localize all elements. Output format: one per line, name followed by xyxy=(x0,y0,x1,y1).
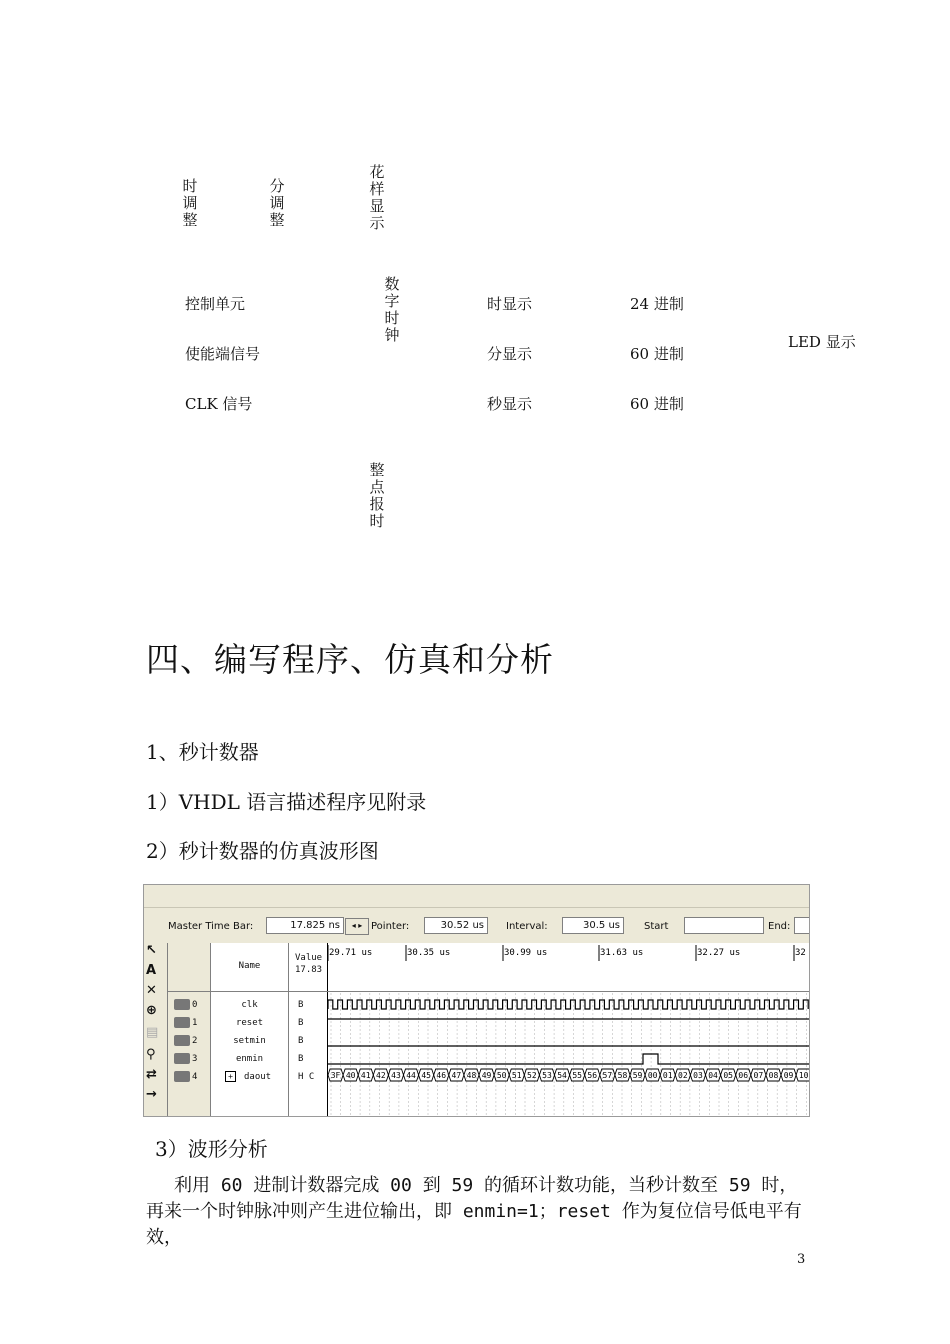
label-enable-signal: 使能端信号 xyxy=(185,345,261,363)
signal-id: 0 xyxy=(192,1000,198,1010)
master-time-bar-field[interactable]: 17.825 ns xyxy=(266,917,344,934)
signal-type-icon xyxy=(174,1035,190,1046)
daout-value-label: 53 xyxy=(542,1071,552,1080)
item-waveform-analysis: 3）波形分析 xyxy=(155,1137,268,1161)
signal-value: B xyxy=(298,1000,304,1010)
daout-value-label: 01 xyxy=(662,1071,673,1080)
waveform-edit-icon[interactable]: ✕ xyxy=(146,983,157,998)
clk-waveform xyxy=(328,1000,808,1009)
signal-name: enmin xyxy=(235,1054,264,1064)
daout-value-label: 56 xyxy=(587,1071,598,1080)
section-heading: 四、编写程序、仿真和分析 xyxy=(146,640,554,679)
daout-value-label: 42 xyxy=(376,1071,386,1080)
signal-name: reset xyxy=(235,1018,264,1028)
daout-value-label: 40 xyxy=(345,1071,356,1080)
signal-value: B xyxy=(298,1018,304,1028)
pointer-label: Pointer: xyxy=(371,921,410,932)
find-icon[interactable]: ⚲ xyxy=(146,1047,156,1062)
waveform-grid xyxy=(167,943,810,1116)
time-tick-label: 29.71 us xyxy=(329,948,373,958)
signal-type-icon xyxy=(174,1017,190,1028)
end-label: End: xyxy=(768,921,791,932)
start-field[interactable] xyxy=(684,917,764,934)
label-control-unit: 控制单元 xyxy=(185,295,246,313)
daout-value-label: 45 xyxy=(421,1071,431,1080)
daout-value-label: 52 xyxy=(527,1071,537,1080)
waveform-display[interactable] xyxy=(328,943,810,1116)
daout-value-label: 46 xyxy=(436,1071,447,1080)
signal-value: H C xyxy=(298,1072,315,1082)
label-led-display: LED 显示 xyxy=(788,333,856,351)
daout-value-label: 41 xyxy=(360,1071,371,1080)
daout-value-label: 43 xyxy=(391,1071,401,1080)
signal-id: 3 xyxy=(192,1054,198,1064)
daout-value-label: 50 xyxy=(496,1071,507,1080)
daout-value-label: 03 xyxy=(693,1071,703,1080)
daout-value-label: 07 xyxy=(753,1071,764,1080)
tool-palette xyxy=(144,941,166,1116)
time-toolbar xyxy=(144,915,809,937)
analysis-paragraph xyxy=(146,1173,810,1251)
signal-type-icon xyxy=(174,999,190,1010)
label-second-display: 秒显示 xyxy=(487,395,533,413)
label-base-60-sec: 60 进制 xyxy=(630,395,684,413)
daout-value-label: 54 xyxy=(557,1071,567,1080)
name-header: Name xyxy=(238,961,261,971)
start-label: Start xyxy=(644,921,669,932)
master-time-bar-label: Master Time Bar: xyxy=(168,921,254,932)
signal-name: clk xyxy=(241,1000,258,1010)
signal-value: B xyxy=(298,1054,304,1064)
expand-icon[interactable]: + xyxy=(225,1071,236,1082)
pointer-tool-icon[interactable]: ↖ xyxy=(146,943,157,958)
enmin-waveform xyxy=(328,1054,810,1064)
text-tool-icon[interactable]: A xyxy=(146,963,157,978)
daout-value-label: 51 xyxy=(511,1071,522,1080)
daout-value-label: 04 xyxy=(708,1071,718,1080)
signal-name: daout xyxy=(244,1072,272,1082)
interval-field[interactable]: 30.5 us xyxy=(562,917,624,934)
signal-type-icon xyxy=(174,1071,190,1082)
analysis-text: 利用 60 进制计数器完成 00 到 59 的循环计数功能，当秒计数至 59 时，再来一个时钟脉冲则产生进位输出，即 enmin=1；reset 作为复位信号低电平有效， xyxy=(146,1175,802,1248)
daout-value-label: 10 xyxy=(798,1071,809,1080)
zoom-icon[interactable]: ⊕ xyxy=(146,1003,157,1018)
end-field[interactable] xyxy=(794,917,810,934)
value-header: Value xyxy=(295,953,323,963)
label-base-24: 24 进制 xyxy=(630,295,684,313)
daout-value-label: 09 xyxy=(783,1071,794,1080)
signal-type-icon xyxy=(174,1053,190,1064)
daout-value-label: 58 xyxy=(617,1071,628,1080)
time-tick-label: 30.35 us xyxy=(407,948,451,958)
interval-label: Interval: xyxy=(506,921,548,932)
vertical-label-minute-adjust: 分 调 整 xyxy=(269,177,285,229)
label-minute-display: 分显示 xyxy=(487,345,533,363)
daout-value-label: 47 xyxy=(451,1071,462,1080)
time-tick-label: 32.27 us xyxy=(697,948,741,958)
waveform-simulator xyxy=(143,884,810,1117)
time-tick-label: 32 xyxy=(795,948,806,958)
vertical-label-digital-clock: 数 字 时 钟 xyxy=(384,275,400,344)
vertical-label-hourly-chime: 整 点 报 时 xyxy=(369,461,385,530)
item-vhdl-program: 1）VHDL 语言描述程序见附录 xyxy=(146,790,427,814)
time-tick-label: 30.99 us xyxy=(504,948,548,958)
label-clk-signal: CLK 信号 xyxy=(185,395,253,413)
page-number: 3 xyxy=(797,1252,806,1267)
daout-value-label: 57 xyxy=(602,1071,613,1080)
replace-icon[interactable]: ⇄ xyxy=(146,1067,157,1082)
time-bar-spinner[interactable]: ◂ ▸ xyxy=(345,918,369,935)
label-base-60-min: 60 进制 xyxy=(630,345,684,363)
item-waveform-title: 2）秒计数器的仿真波形图 xyxy=(146,839,379,863)
item-second-counter: 1、秒计数器 xyxy=(146,740,259,764)
label-hour-display: 时显示 xyxy=(487,295,533,313)
daout-value-label: 48 xyxy=(466,1071,477,1080)
signal-id: 1 xyxy=(192,1018,198,1028)
signal-id: 4 xyxy=(192,1072,198,1082)
signal-value: B xyxy=(298,1036,304,1046)
arrow-icon[interactable]: → xyxy=(146,1087,157,1102)
signal-name: setmin xyxy=(233,1036,266,1046)
daout-value-label: 08 xyxy=(768,1071,779,1080)
daout-value-label: 06 xyxy=(738,1071,749,1080)
daout-value-label: 59 xyxy=(632,1071,643,1080)
daout-value-label: 49 xyxy=(481,1071,492,1080)
vertical-label-hour-adjust: 时 调 整 xyxy=(182,177,198,229)
daout-value-label: 00 xyxy=(647,1071,658,1080)
time-tick-label: 31.63 us xyxy=(600,948,644,958)
pointer-field[interactable]: 30.52 us xyxy=(424,917,488,934)
daout-value-label: 05 xyxy=(723,1071,733,1080)
simulator-title-bar xyxy=(144,885,809,908)
daout-value-label: 3F xyxy=(330,1071,341,1080)
value-header-sub: 17.83 xyxy=(295,965,323,975)
vertical-label-pattern-display: 花 样 显 示 xyxy=(369,163,385,232)
daout-value-label: 02 xyxy=(678,1071,688,1080)
signal-id: 2 xyxy=(192,1036,198,1046)
copy-icon[interactable]: ▤ xyxy=(146,1025,159,1040)
daout-value-label: 44 xyxy=(406,1071,416,1080)
daout-value-label: 55 xyxy=(572,1071,582,1080)
